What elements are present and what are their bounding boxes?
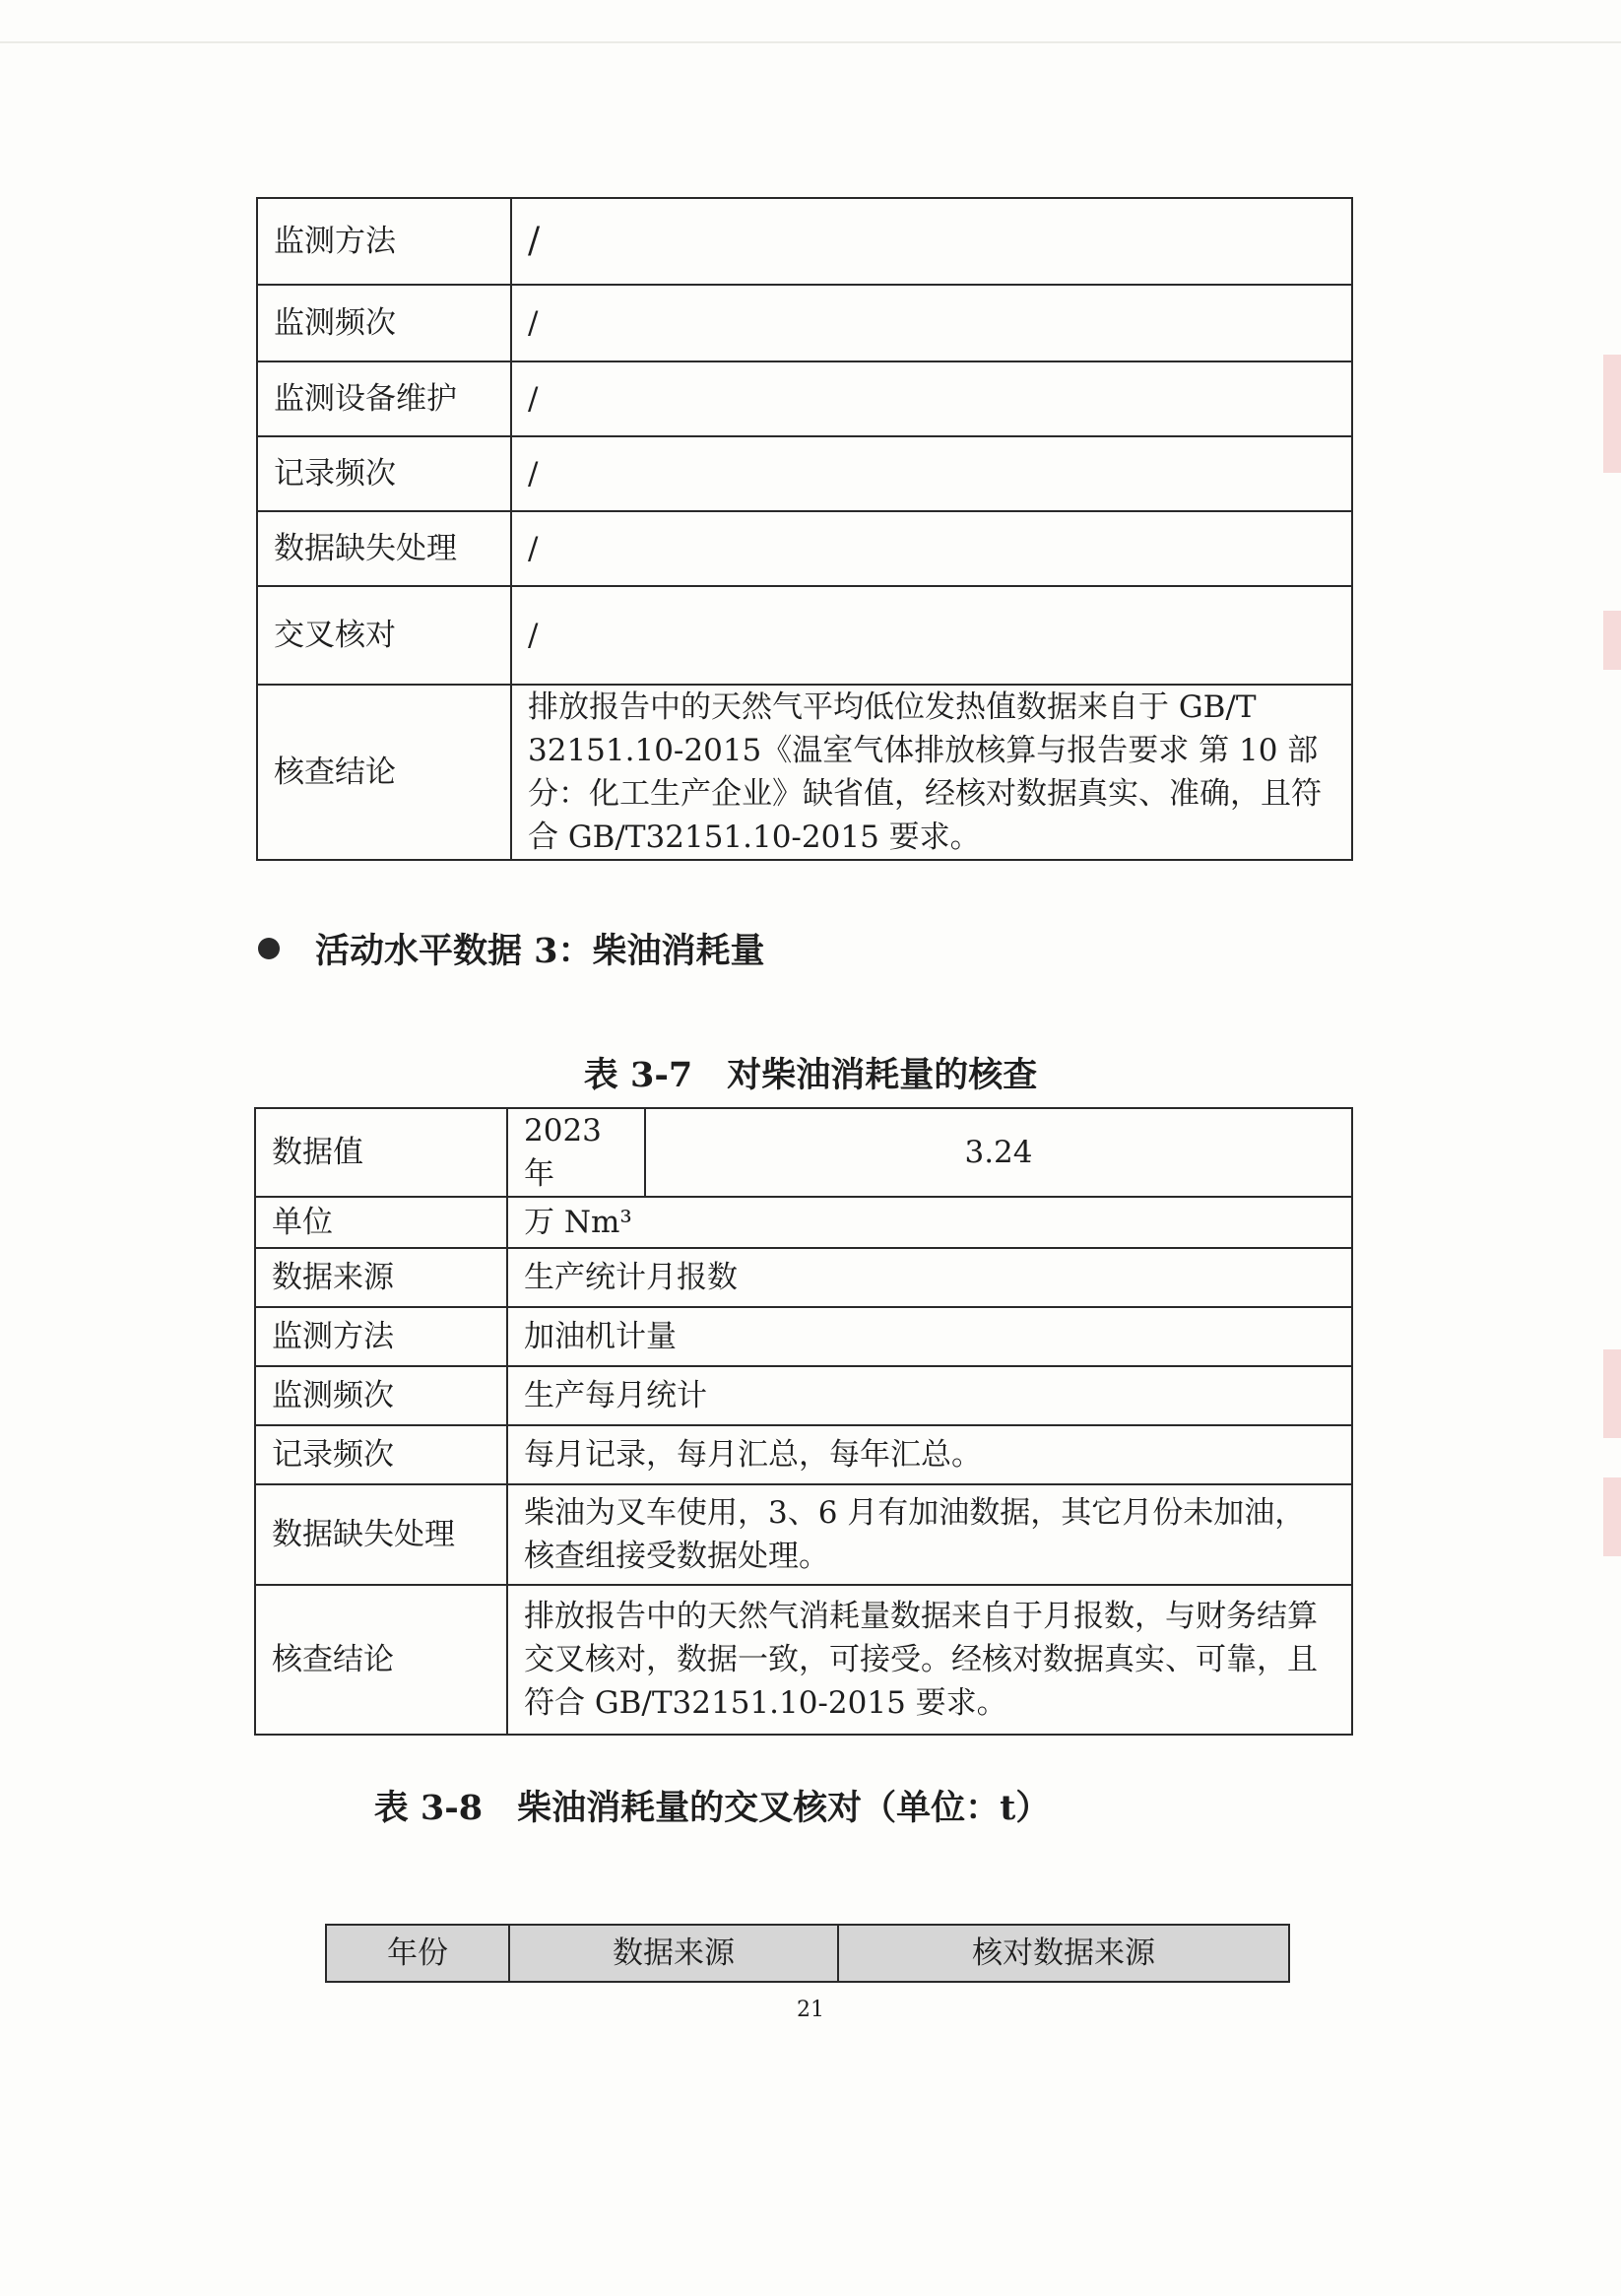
row-value: / — [511, 586, 1352, 685]
row-label: 监测方法 — [257, 198, 511, 285]
table-row — [257, 685, 1352, 860]
table-row — [257, 436, 1352, 511]
header-year: 年份 — [326, 1925, 509, 1982]
row-label: 记录频次 — [255, 1425, 507, 1484]
row-label: 数据缺失处理 — [255, 1484, 507, 1585]
header-source: 数据来源 — [509, 1925, 838, 1982]
row-label: 单位 — [255, 1197, 507, 1248]
row-label: 数据缺失处理 — [257, 511, 511, 586]
row-value: / — [511, 285, 1352, 361]
row-label: 监测频次 — [255, 1366, 507, 1425]
seal-fragment — [1603, 611, 1621, 670]
table-row — [255, 1425, 1352, 1484]
row-value: 万 Nm³ — [507, 1197, 1352, 1248]
row-value: 生产每月统计 — [507, 1366, 1352, 1425]
monitoring-table-continued — [256, 197, 1353, 861]
table-row — [257, 586, 1352, 685]
table-row — [255, 1585, 1352, 1735]
row-value: 排放报告中的天然气消耗量数据来自于月报数，与财务结算交叉核对，数据一致，可接受。经核对数据真实、可靠，且符合 GB/T32151.10-2015 要求。 — [507, 1585, 1352, 1735]
row-value: 每月记录，每月汇总，每年汇总。 — [507, 1425, 1352, 1484]
row-value: / — [511, 436, 1352, 511]
row-value: 加油机计量 — [507, 1307, 1352, 1366]
cross-check-table — [325, 1924, 1290, 1983]
row-label: 核查结论 — [257, 685, 511, 860]
table-row — [257, 198, 1352, 285]
table-row — [255, 1366, 1352, 1425]
page-number: 21 — [797, 1998, 824, 2022]
row-label: 监测频次 — [257, 285, 511, 361]
table-row — [255, 1197, 1352, 1248]
year-cell: 2023 年 — [507, 1108, 645, 1197]
seal-fragment — [1603, 1349, 1621, 1438]
table-row — [257, 361, 1352, 436]
header-check-source: 核对数据来源 — [838, 1925, 1289, 1982]
scan-top-line — [0, 41, 1621, 43]
table-header-row — [326, 1925, 1289, 1982]
row-label: 核查结论 — [255, 1585, 507, 1735]
row-value: / — [511, 198, 1352, 285]
table-row — [257, 511, 1352, 586]
diesel-verification-table — [254, 1107, 1353, 1736]
row-value: 生产统计月报数 — [507, 1248, 1352, 1307]
table-row — [255, 1248, 1352, 1307]
row-label: 数据值 — [255, 1108, 507, 1197]
row-label: 监测设备维护 — [257, 361, 511, 436]
table-row — [255, 1307, 1352, 1366]
row-value: 柴油为叉车使用，3、6 月有加油数据，其它月份未加油，核查组接受数据处理。 — [507, 1484, 1352, 1585]
row-label: 记录频次 — [257, 436, 511, 511]
row-label: 数据来源 — [255, 1248, 507, 1307]
table-caption-3-8: 表 3-8 柴油消耗量的交叉核对（单位：t） — [373, 1788, 1051, 1828]
value-cell: 3.24 — [645, 1108, 1352, 1197]
bullet-dot-icon — [258, 938, 280, 959]
row-value: / — [511, 361, 1352, 436]
section-heading: 活动水平数据 3：柴油消耗量 — [315, 931, 765, 971]
section-bullet — [258, 924, 765, 973]
row-label: 交叉核对 — [257, 586, 511, 685]
row-value: / — [511, 511, 1352, 586]
row-label: 监测方法 — [255, 1307, 507, 1366]
table-row — [255, 1108, 1352, 1197]
table-row — [257, 285, 1352, 361]
seal-fragment — [1603, 1477, 1621, 1556]
row-value: 排放报告中的天然气平均低位发热值数据来自于 GB/T 32151.10-2015《温室气体排放核算与报告要求 第 10 部分：化工生产企业》缺省值，经核对数据真实、准确，且符合 GB/T32151.10-2015 要求。 — [511, 685, 1352, 860]
table-caption-3-7: 表 3-7 对柴油消耗量的核查 — [583, 1055, 1038, 1095]
seal-fragment — [1603, 355, 1621, 473]
table-row — [255, 1484, 1352, 1585]
